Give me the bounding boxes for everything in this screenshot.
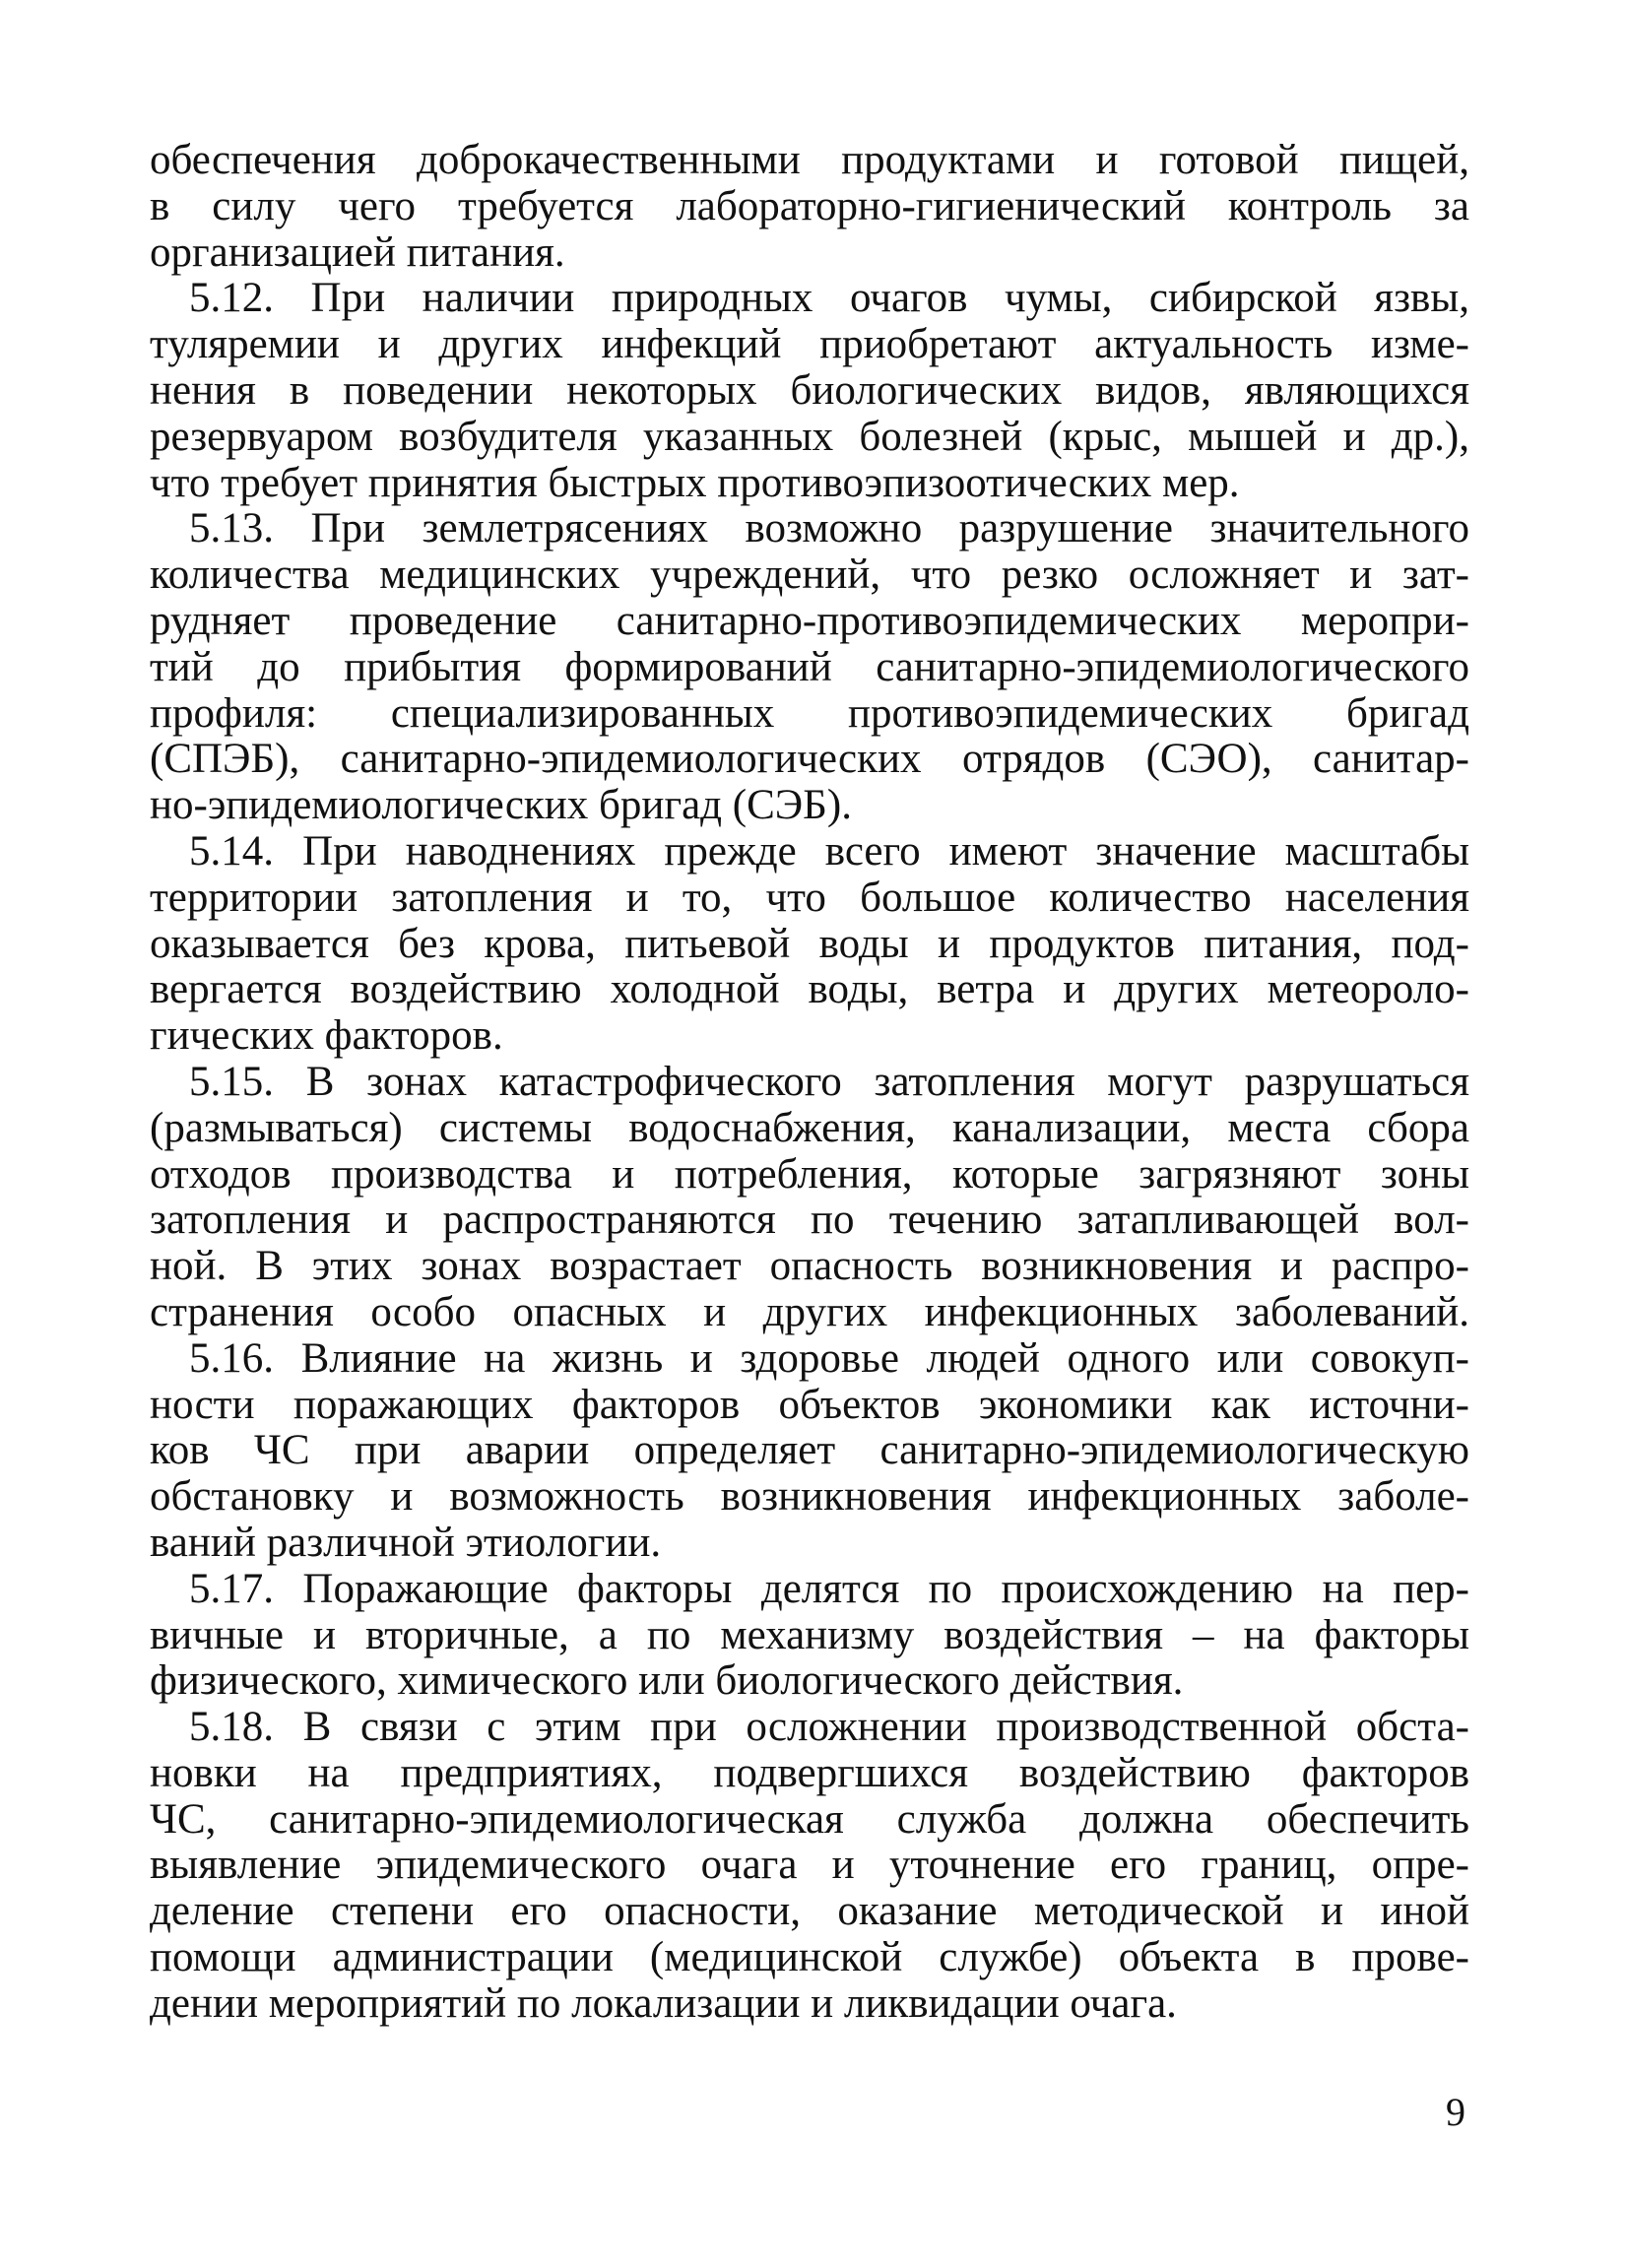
text-line: новки на предприятиях, подвергшихся воздействию факторов xyxy=(150,1750,1469,1796)
paragraph-first-line: 5.13. При землетрясениях возможно разрушение значительного xyxy=(189,506,1469,552)
text-line: организацией питания. xyxy=(150,229,565,276)
text-line: выявление эпидемического очага и уточнение его границ, опре- xyxy=(150,1843,1469,1889)
text-line: в силу чего требуется лабораторно-гигиенический контроль за xyxy=(150,183,1469,229)
text-line: территории затопления и то, что большое количество населения xyxy=(150,875,1469,921)
text-line: что требует принятия быстрых противоэпизоотических мер. xyxy=(150,460,1240,506)
text-line: затопления и распространяются по течению затапливающей вол- xyxy=(150,1198,1469,1244)
text-line: деление степени его опасности, оказание методической и иной xyxy=(150,1889,1469,1935)
text-line: ЧС, санитарно-эпидемиологическая служба должна обеспечить xyxy=(150,1796,1469,1843)
text-line: ности поражающих факторов объектов экономики как источни- xyxy=(150,1382,1469,1428)
text-line: ваний различной этиологии. xyxy=(150,1520,662,1566)
text-line: вичные и вторичные, а по механизму воздействия – на факторы xyxy=(150,1612,1469,1658)
paragraph-first-line: 5.15. В зонах катастрофического затопления могут разрушаться xyxy=(189,1059,1469,1105)
text-line: странения особо опасных и других инфекционных заболеваний. xyxy=(150,1289,1469,1335)
body-text xyxy=(150,138,1469,2028)
text-line: (СПЭБ), санитарно-эпидемиологических отрядов (СЭО), санитар- xyxy=(150,737,1469,783)
text-line: гических факторов. xyxy=(150,1013,503,1060)
text-line: количества медицинских учреждений, что резко осложняет и зат- xyxy=(150,552,1469,599)
text-line: вергается воздействию холодной воды, ветра и других метеороло- xyxy=(150,967,1469,1013)
text-line: резервуаром возбудителя указанных болезней (крыс, мышей и др.), xyxy=(150,414,1469,460)
text-line: помощи администрации (медицинской службе) объекта в прове- xyxy=(150,1935,1469,1981)
text-line: ной. В этих зонах возрастает опасность возникновения и распро- xyxy=(150,1244,1469,1290)
text-line: но-эпидемиологических бригад (СЭБ). xyxy=(150,783,852,829)
text-line: рудняет проведение санитарно-противоэпидемических меропри- xyxy=(150,598,1469,644)
text-line: обстановку и возможность возникновения инфекционных заболе- xyxy=(150,1474,1469,1521)
paragraph-first-line: 5.18. В связи с этим при осложнении производственной обста- xyxy=(189,1705,1469,1751)
text-line: нения в поведении некоторых биологических видов, являющихся xyxy=(150,367,1469,414)
text-line: физического, химического или биологического действия. xyxy=(150,1658,1184,1705)
paragraph-first-line: 5.12. При наличии природных очагов чумы, сибирской язвы, xyxy=(189,276,1469,322)
paragraph-first-line: 5.17. Поражающие факторы делятся по происхождению на пер- xyxy=(189,1566,1469,1612)
text-line: обеспечения доброкачественными продуктами и готовой пищей, xyxy=(150,138,1469,183)
text-line: дении мероприятий по локализации и ликвидации очага. xyxy=(150,1980,1177,2027)
text-line: отходов производства и потребления, которые загрязняют зоны xyxy=(150,1151,1469,1198)
text-line: оказывается без крова, питьевой воды и продуктов питания, под- xyxy=(150,921,1469,967)
text-line: туляремии и других инфекций приобретают актуальность изме- xyxy=(150,322,1469,368)
page-number: 9 xyxy=(1446,2090,1465,2134)
text-line: ков ЧС при аварии определяет санитарно-эпидемиологическую xyxy=(150,1428,1469,1474)
text-line: профиля: специализированных противоэпидемических бригад xyxy=(150,690,1469,737)
text-line: тий до прибытия формирований санитарно-эпидемиологического xyxy=(150,644,1469,690)
paragraph-first-line: 5.14. При наводнениях прежде всего имеют значение масштабы xyxy=(189,828,1469,875)
paragraph-first-line: 5.16. Влияние на жизнь и здоровье людей одного или совокуп- xyxy=(189,1335,1469,1382)
text-line: (размываться) системы водоснабжения, канализации, места сбора xyxy=(150,1105,1469,1151)
